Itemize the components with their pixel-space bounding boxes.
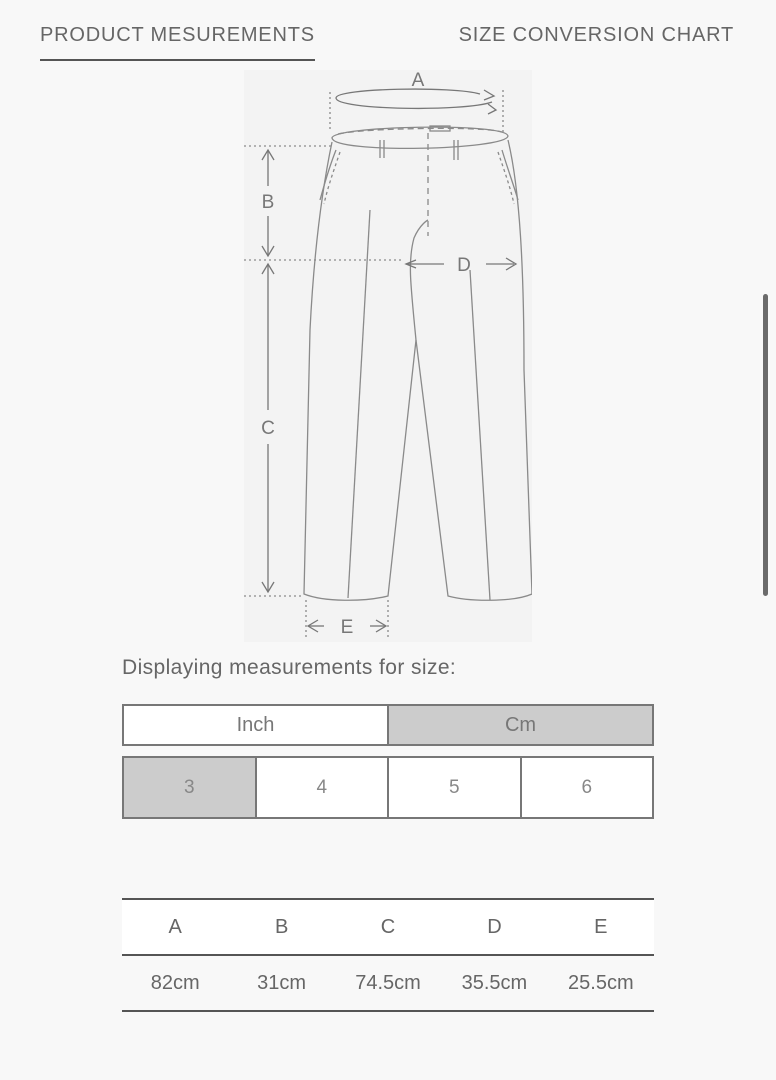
measurement-table [122,898,654,1012]
size-5-button[interactable]: 5 [387,758,520,817]
measurement-header-row [122,900,654,956]
size-3-button[interactable]: 3 [124,758,255,817]
scrollbar[interactable] [763,294,768,596]
size-6-button[interactable]: 6 [520,758,653,817]
diagram-label-d: D [457,255,471,276]
diagram-label-c: C [261,418,275,439]
measurement-values-row [122,956,654,1012]
header-cell-d: D [487,915,502,938]
size-selector [122,756,654,819]
header-cell-c: C [380,915,396,938]
value-cell-d: 35.5cm [461,971,528,994]
header-cell-e: E [594,915,608,938]
unit-cm-button[interactable]: Cm [387,706,652,744]
diagram-label-b: B [261,192,275,213]
value-cell-e: 25.5cm [568,971,634,994]
trousers-diagram-svg [244,70,532,642]
value-cell-b: 31cm [257,971,307,994]
tab-product-measurements[interactable]: PRODUCT MESUREMENTS [40,24,315,61]
size-4-button[interactable]: 4 [255,758,388,817]
diagram-label-a: A [411,70,425,91]
value-cell-c: 74.5cm [355,971,421,994]
header-cell-b: B [274,915,289,938]
unit-toggle [122,704,654,746]
tab-size-conversion-chart[interactable]: SIZE CONVERSION CHART [458,24,734,46]
size-selection-label: Displaying measurements for size: [122,656,457,679]
diagram-label-e: E [340,617,354,638]
header-cell-a: A [168,915,182,938]
tab-bar [40,24,734,64]
unit-inch-button[interactable]: Inch [124,706,387,744]
trousers-measurement-diagram [244,70,532,642]
value-cell-a: 82cm [150,971,200,994]
